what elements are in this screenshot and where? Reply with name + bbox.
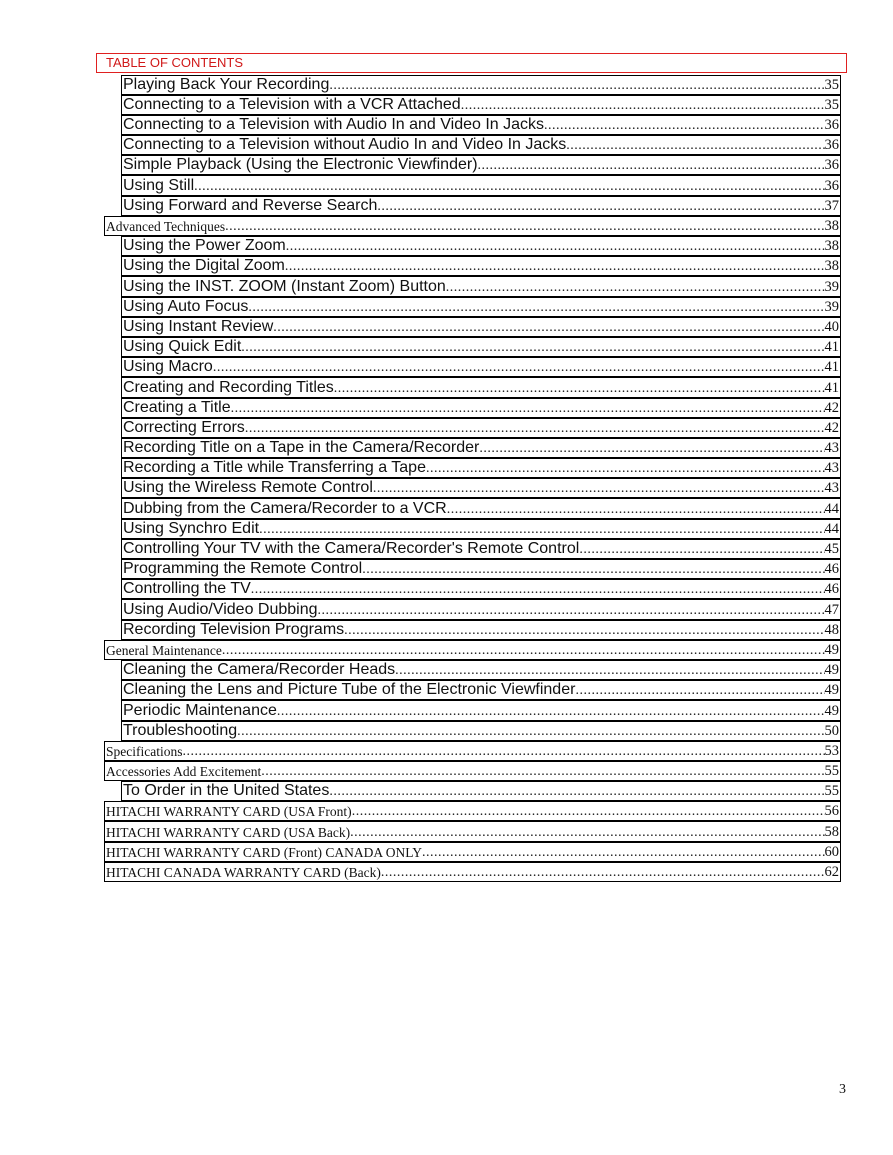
dot-leader bbox=[194, 178, 824, 195]
dot-leader bbox=[344, 622, 824, 639]
toc-section-link[interactable] bbox=[104, 821, 841, 841]
dot-leader bbox=[446, 279, 825, 296]
toc-entry-page-number: 43 bbox=[824, 480, 839, 497]
toc-entry-title: Creating and Recording Titles bbox=[123, 378, 334, 396]
toc-subsection-link[interactable] bbox=[121, 337, 841, 357]
toc-section-link[interactable] bbox=[104, 842, 841, 862]
toc-entry-page-number: 36 bbox=[824, 117, 839, 134]
dot-leader bbox=[182, 743, 824, 760]
toc-subsection-link[interactable] bbox=[121, 458, 841, 478]
dot-leader bbox=[222, 642, 825, 659]
toc-entry-page-number: 62 bbox=[824, 864, 839, 880]
toc-entry-title: Recording a Title while Transferring a Tape bbox=[123, 459, 426, 477]
toc-entry-title: Cleaning the Camera/Recorder Heads bbox=[123, 661, 396, 679]
toc-subsection-link[interactable] bbox=[121, 721, 841, 741]
toc-subsection-link[interactable] bbox=[121, 579, 841, 599]
toc-entry-page-number: 42 bbox=[824, 399, 839, 416]
toc-entry-page-number: 49 bbox=[824, 702, 839, 719]
toc-subsection-link[interactable] bbox=[121, 155, 841, 175]
toc-subsection-link[interactable] bbox=[121, 317, 841, 337]
dot-leader bbox=[579, 541, 824, 558]
dot-leader bbox=[575, 682, 824, 699]
toc-section-link[interactable] bbox=[104, 862, 841, 882]
toc-entry-title: Using Auto Focus bbox=[123, 297, 249, 315]
toc-entry-page-number: 44 bbox=[824, 500, 839, 517]
toc-entry-title: HITACHI WARRANTY CARD (USA Front) bbox=[106, 804, 352, 820]
toc-subsection-link[interactable] bbox=[121, 498, 841, 518]
dot-leader bbox=[350, 824, 824, 841]
toc-entry-title: Correcting Errors bbox=[123, 418, 245, 436]
toc-subsection-link[interactable] bbox=[121, 519, 841, 539]
toc-subsection-link[interactable] bbox=[121, 700, 841, 720]
dot-leader bbox=[231, 400, 825, 417]
toc-entry-page-number: 53 bbox=[824, 742, 839, 759]
toc-entry-title: Using the Power Zoom bbox=[123, 237, 286, 255]
toc-entry-title: Using Forward and Reverse Search bbox=[123, 196, 378, 214]
toc-entry-title: Controlling the TV bbox=[123, 580, 251, 598]
toc-entry-page-number: 50 bbox=[824, 722, 839, 739]
toc-entry-page-number: 38 bbox=[824, 258, 839, 275]
toc-subsection-link[interactable] bbox=[121, 660, 841, 680]
toc-entry-page-number: 36 bbox=[824, 177, 839, 194]
toc-entry-title: Connecting to a Television with Audio In and Video In Jacks bbox=[123, 116, 545, 134]
dot-leader bbox=[285, 258, 825, 275]
toc-entry-title: Recording Title on a Tape in the Camera/Recorder bbox=[123, 439, 480, 457]
toc-section-link[interactable] bbox=[104, 741, 841, 761]
toc-section-link[interactable] bbox=[104, 801, 841, 821]
toc-entry-title: Connecting to a Television with a VCR Attached bbox=[123, 95, 461, 113]
toc-subsection-link[interactable] bbox=[121, 781, 841, 801]
toc-subsection-link[interactable] bbox=[121, 135, 841, 155]
page-number: 3 bbox=[839, 1082, 846, 1097]
toc-entry-title: Periodic Maintenance bbox=[123, 701, 277, 719]
toc-entry-title: Playing Back Your Recording bbox=[123, 75, 330, 93]
dot-leader bbox=[544, 117, 824, 134]
toc-entry-page-number: 35 bbox=[824, 76, 839, 93]
toc-entry-title: Connecting to a Television without Audio In and Video In Jacks bbox=[123, 136, 567, 154]
toc-entry-title: Using Macro bbox=[123, 358, 213, 376]
toc-entry-page-number: 38 bbox=[824, 218, 839, 234]
toc-entry-page-number: 58 bbox=[824, 823, 839, 840]
toc-entry-page-number: 41 bbox=[824, 379, 839, 396]
toc-entry-page-number: 42 bbox=[824, 419, 839, 436]
toc-subsection-link[interactable] bbox=[121, 95, 841, 115]
toc-entry-title: Using Still bbox=[123, 176, 195, 194]
dot-leader bbox=[426, 460, 825, 477]
toc-list bbox=[0, 75, 893, 883]
toc-entry-title: Advanced Techniques bbox=[106, 219, 226, 234]
dot-leader bbox=[286, 238, 825, 255]
dot-leader bbox=[318, 602, 825, 619]
table-of-contents-header: TABLE OF CONTENTS bbox=[96, 53, 847, 73]
toc-subsection-link[interactable] bbox=[121, 377, 841, 397]
dot-leader bbox=[259, 521, 824, 538]
dot-leader bbox=[245, 420, 825, 437]
toc-entry-title: Using Instant Review bbox=[123, 317, 274, 335]
toc-entry-page-number: 40 bbox=[824, 318, 839, 335]
dot-leader bbox=[479, 440, 824, 457]
toc-entry-page-number: 49 bbox=[824, 682, 839, 699]
toc-section-link[interactable] bbox=[104, 761, 841, 781]
dot-leader bbox=[478, 157, 825, 174]
toc-entry-title: Using the INST. ZOOM (Instant Zoom) Button bbox=[123, 277, 446, 295]
dot-leader bbox=[377, 198, 824, 215]
dot-leader bbox=[395, 662, 824, 679]
toc-subsection-link[interactable] bbox=[121, 478, 841, 498]
toc-entry-title: Controlling Your TV with the Camera/Recorder's Remote Control bbox=[123, 540, 580, 557]
toc-entry-page-number: 55 bbox=[824, 783, 839, 800]
dot-leader bbox=[261, 763, 824, 780]
toc-entry-title: Using Audio/Video Dubbing bbox=[123, 600, 318, 618]
dot-leader bbox=[251, 581, 825, 598]
toc-entry-title: Using Quick Edit bbox=[123, 338, 242, 356]
toc-entry-page-number: 44 bbox=[824, 520, 839, 537]
toc-subsection-link[interactable] bbox=[121, 196, 841, 216]
toc-entry-page-number: 47 bbox=[824, 601, 839, 618]
toc-subsection-link[interactable] bbox=[121, 599, 841, 619]
dot-leader bbox=[422, 844, 825, 861]
toc-subsection-link[interactable] bbox=[121, 236, 841, 256]
toc-subsection-link[interactable] bbox=[121, 559, 841, 579]
dot-leader bbox=[329, 783, 824, 800]
toc-entry-page-number: 45 bbox=[824, 541, 839, 557]
dot-leader bbox=[381, 864, 825, 881]
toc-subsection-link[interactable] bbox=[121, 438, 841, 458]
toc-entry-page-number: 60 bbox=[824, 843, 839, 860]
toc-entry-title: HITACHI WARRANTY CARD (Front) CANADA ONLY bbox=[106, 844, 422, 860]
toc-entry-page-number: 39 bbox=[824, 278, 839, 295]
toc-subsection-link[interactable] bbox=[121, 398, 841, 418]
dot-leader bbox=[461, 97, 825, 114]
toc-entry-title: Recording Television Programs bbox=[123, 620, 345, 638]
dot-leader bbox=[373, 480, 825, 497]
toc-subsection-link[interactable] bbox=[121, 175, 841, 195]
dot-leader bbox=[213, 359, 825, 376]
toc-entry-title: HITACHI CANADA WARRANTY CARD (Back) bbox=[106, 865, 381, 880]
toc-entry-page-number: 36 bbox=[824, 137, 839, 154]
toc-section-link[interactable] bbox=[104, 640, 841, 660]
dot-leader bbox=[334, 380, 825, 397]
toc-entry-page-number: 55 bbox=[824, 763, 839, 780]
toc-subsection-link[interactable] bbox=[121, 620, 841, 640]
toc-entry-page-number: 49 bbox=[824, 662, 839, 679]
dot-leader bbox=[241, 339, 824, 356]
dot-leader bbox=[352, 803, 825, 820]
toc-subsection-link[interactable] bbox=[121, 276, 841, 296]
toc-entry-page-number: 35 bbox=[824, 96, 839, 113]
dot-leader bbox=[447, 501, 825, 518]
toc-entry-title: Using Synchro Edit bbox=[123, 519, 260, 537]
toc-entry-title: To Order in the United States bbox=[123, 782, 330, 800]
toc-entry-title: Programming the Remote Control bbox=[123, 560, 363, 578]
toc-entry-title: HITACHI WARRANTY CARD (USA Back) bbox=[106, 824, 351, 840]
toc-entry-title: General Maintenance bbox=[106, 642, 222, 658]
toc-subsection-link[interactable] bbox=[121, 357, 841, 377]
toc-entry-title: Accessories Add Excitement bbox=[106, 764, 262, 780]
toc-entry-page-number: 56 bbox=[824, 803, 839, 820]
toc-entry-page-number: 48 bbox=[824, 621, 839, 638]
toc-entry-page-number: 46 bbox=[824, 581, 839, 598]
toc-entry-title: Simple Playback (Using the Electronic Viewfinder) bbox=[123, 156, 478, 174]
toc-entry-title: Troubleshooting bbox=[123, 721, 238, 739]
toc-entry-page-number: 46 bbox=[824, 561, 839, 578]
dot-leader bbox=[566, 137, 824, 154]
dot-leader bbox=[225, 218, 824, 235]
toc-subsection-link[interactable] bbox=[121, 418, 841, 438]
toc-subsection-link[interactable] bbox=[121, 297, 841, 317]
toc-subsection-link[interactable] bbox=[121, 539, 841, 559]
toc-entry-title: Creating a Title bbox=[123, 398, 231, 416]
toc-entry-page-number: 36 bbox=[824, 157, 839, 174]
toc-entry-page-number: 43 bbox=[824, 460, 839, 477]
dot-leader bbox=[237, 723, 824, 740]
toc-entry-title: Using the Digital Zoom bbox=[123, 257, 285, 275]
dot-leader bbox=[362, 561, 824, 578]
toc-subsection-link[interactable] bbox=[121, 75, 841, 95]
toc-entry-title: Cleaning the Lens and Picture Tube of the Electronic Viewfinder bbox=[123, 681, 576, 699]
toc-entry-page-number: 41 bbox=[824, 339, 839, 356]
toc-entry-page-number: 41 bbox=[824, 359, 839, 376]
dot-leader bbox=[248, 299, 824, 316]
toc-section-link[interactable] bbox=[104, 216, 841, 236]
toc-subsection-link[interactable] bbox=[121, 680, 841, 700]
toc-entry-title: Using the Wireless Remote Control bbox=[123, 479, 373, 497]
toc-entry-page-number: 39 bbox=[824, 298, 839, 315]
toc-entry-page-number: 38 bbox=[824, 238, 839, 255]
toc-entry-page-number: 43 bbox=[824, 440, 839, 457]
toc-subsection-link[interactable] bbox=[121, 115, 841, 135]
dot-leader bbox=[329, 77, 824, 94]
dot-leader bbox=[277, 703, 825, 720]
toc-entry-title: Specifications bbox=[106, 743, 183, 759]
toc-entry-page-number: 37 bbox=[824, 197, 839, 214]
toc-entry-page-number: 49 bbox=[824, 641, 839, 658]
dot-leader bbox=[273, 319, 824, 336]
toc-entry-title: Dubbing from the Camera/Recorder to a VCR bbox=[123, 499, 447, 517]
toc-subsection-link[interactable] bbox=[121, 256, 841, 276]
